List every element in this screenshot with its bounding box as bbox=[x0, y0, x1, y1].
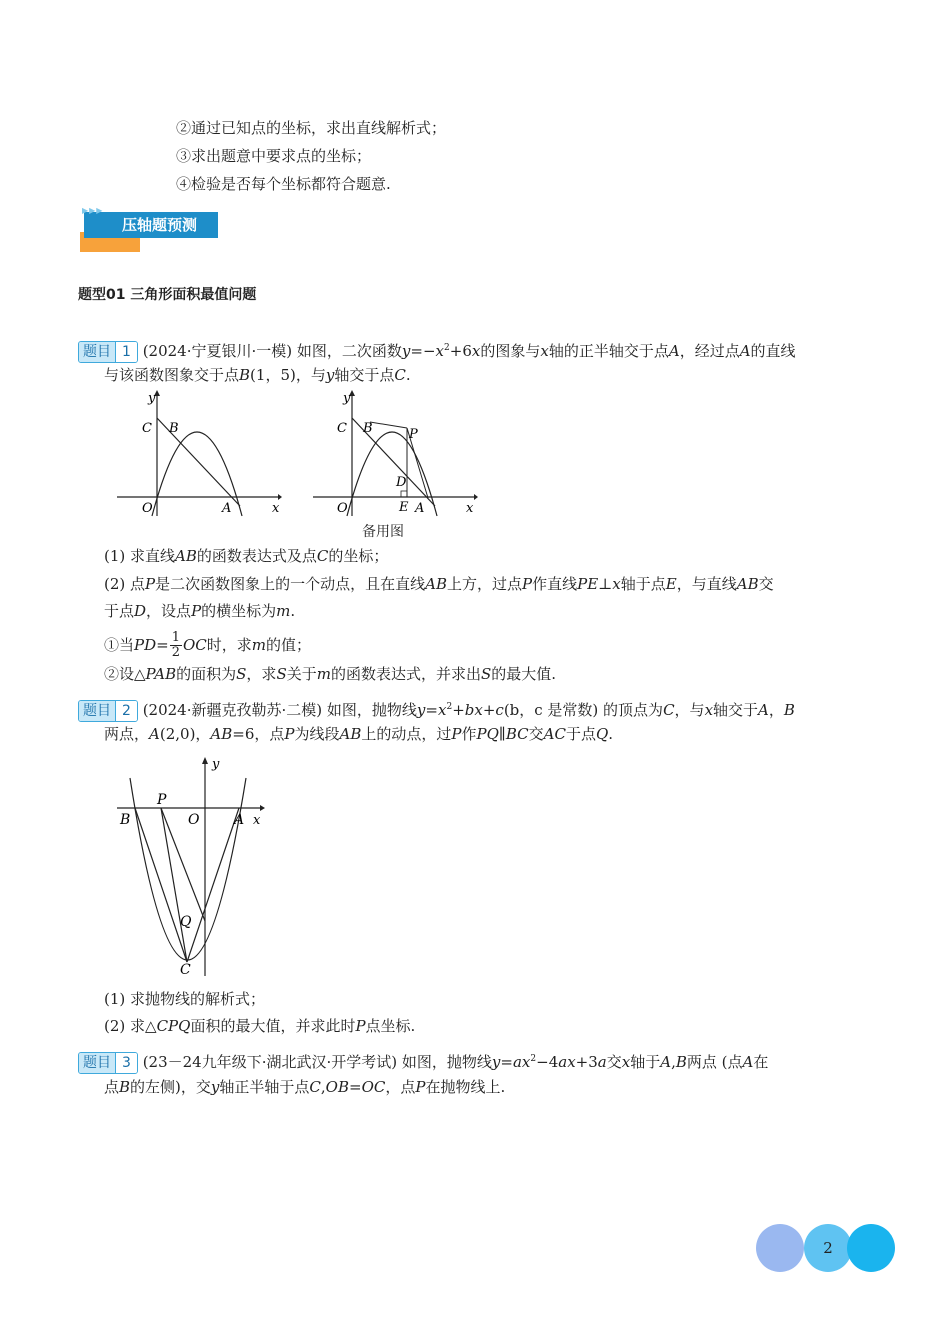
problem-1-question-1: (1) 求直线AB的函数表达式及点C的坐标； bbox=[104, 547, 389, 565]
step-2: ②通过已知点的坐标，求出直线解析式； bbox=[176, 119, 447, 137]
svg-text:x: x bbox=[466, 501, 474, 516]
backup-figure-caption: 备用图 bbox=[362, 524, 404, 540]
svg-text:y: y bbox=[212, 757, 220, 772]
banner-title: 压轴题预测 bbox=[122, 216, 198, 234]
svg-text:O: O bbox=[188, 812, 200, 828]
problem-1-line-1: 题目 1 (2024·宁夏银川·一模) 如图，二次函数$y=-x^2+6x$的图象与x轴的正半轴交于点A，经过点A的直线 bbox=[78, 337, 796, 363]
svg-text:C: C bbox=[180, 962, 191, 978]
problem-2-question-1: (1) 求抛物线的解析式； bbox=[104, 990, 266, 1008]
problem-2-tag: 题目 2 bbox=[78, 700, 138, 722]
problem-1-sub-2: ②设△PAB的面积为S，求S关于m的函数表达式，并求出S的最大值. bbox=[104, 665, 557, 683]
problem-1-figure bbox=[112, 388, 282, 520]
svg-text:A: A bbox=[234, 812, 245, 828]
svg-text:A: A bbox=[415, 501, 425, 516]
svg-text:E: E bbox=[399, 500, 409, 515]
page-number: 2 bbox=[804, 1224, 852, 1272]
y-axis-arrow-icon bbox=[202, 757, 208, 764]
problem-1-sub-1: ①当 PD = $\frac{1}{2}$ OC 时，求 m 的值； bbox=[104, 629, 312, 660]
problem-1-backup-figure bbox=[308, 388, 478, 520]
x-axis-arrow-icon bbox=[474, 494, 478, 500]
svg-text:x: x bbox=[253, 813, 261, 828]
banner-arrow-icon: ▶▶▶ bbox=[82, 206, 104, 215]
step-4: ④检验是否每个坐标都符合题意. bbox=[176, 175, 391, 193]
step-3: ③求出题意中要求点的坐标； bbox=[176, 147, 372, 165]
svg-text:D: D bbox=[396, 475, 407, 490]
svg-text:Q: Q bbox=[180, 914, 192, 930]
problem-2-line-1: 题目 2 (2024·新疆克孜勒苏·二模) 如图，抛物线$y=x^2+bx+c(b$，c 是常数) 的顶点为C，与x轴交于A，B bbox=[78, 696, 795, 722]
section-banner bbox=[80, 208, 220, 248]
svg-text:P: P bbox=[157, 792, 167, 808]
page-circle-left bbox=[756, 1224, 804, 1272]
problem-3-line-2: 点B的左侧)，交y轴正半轴于点C,OB=OC，点P在抛物线上. bbox=[104, 1078, 506, 1096]
problem-3-line-1: 题目 3 (23－24九年级下·湖北武汉·开学考试) 如图，抛物线$y=ax^2-4ax+3a$交x轴于A,B两点 (点A在 bbox=[78, 1048, 768, 1074]
svg-text:B: B bbox=[363, 421, 373, 436]
problem-1-question-2: (2) 点P是二次函数图象上的一个动点，且在直线AB上方，过点P作直线PE⊥x轴于点E，与直线AB交 bbox=[104, 575, 774, 593]
problem-2-line-2: 两点，A(2,0)，AB=6，点P为线段AB上的动点，过P作PQ∥BC交AC于点Q. bbox=[104, 725, 614, 743]
svg-text:C: C bbox=[337, 421, 347, 436]
problem-1-line-2: 与该函数图象交于点B(1，5)，与y轴交于点C. bbox=[104, 366, 411, 384]
problem-3-tag: 题目 3 bbox=[78, 1052, 138, 1074]
svg-text:B: B bbox=[120, 812, 131, 828]
svg-text:O: O bbox=[337, 501, 348, 516]
svg-text:O: O bbox=[142, 501, 153, 516]
x-axis-arrow-icon bbox=[278, 494, 282, 500]
page-circle-right bbox=[847, 1224, 895, 1272]
problem-1-question-2-cont: 于点D，设点P的横坐标为m. bbox=[104, 602, 296, 620]
topic-heading: 题型01 三角形面积最值问题 bbox=[78, 287, 257, 303]
fraction-one-half: $\frac{1}{2}$ bbox=[171, 629, 180, 660]
svg-text:y: y bbox=[343, 391, 351, 406]
problem-2-question-2: (2) 求△CPQ面积的最大值，并求此时P点坐标. bbox=[104, 1017, 416, 1035]
svg-text:A: A bbox=[222, 501, 232, 516]
svg-text:x: x bbox=[272, 501, 280, 516]
svg-text:C: C bbox=[142, 421, 152, 436]
svg-text:P: P bbox=[409, 427, 418, 442]
x-axis-arrow-icon bbox=[260, 805, 265, 811]
svg-text:y: y bbox=[148, 391, 156, 406]
problem-1-tag: 题目 1 bbox=[78, 341, 138, 363]
svg-text:B: B bbox=[169, 421, 179, 436]
problem-2-figure bbox=[112, 752, 272, 982]
